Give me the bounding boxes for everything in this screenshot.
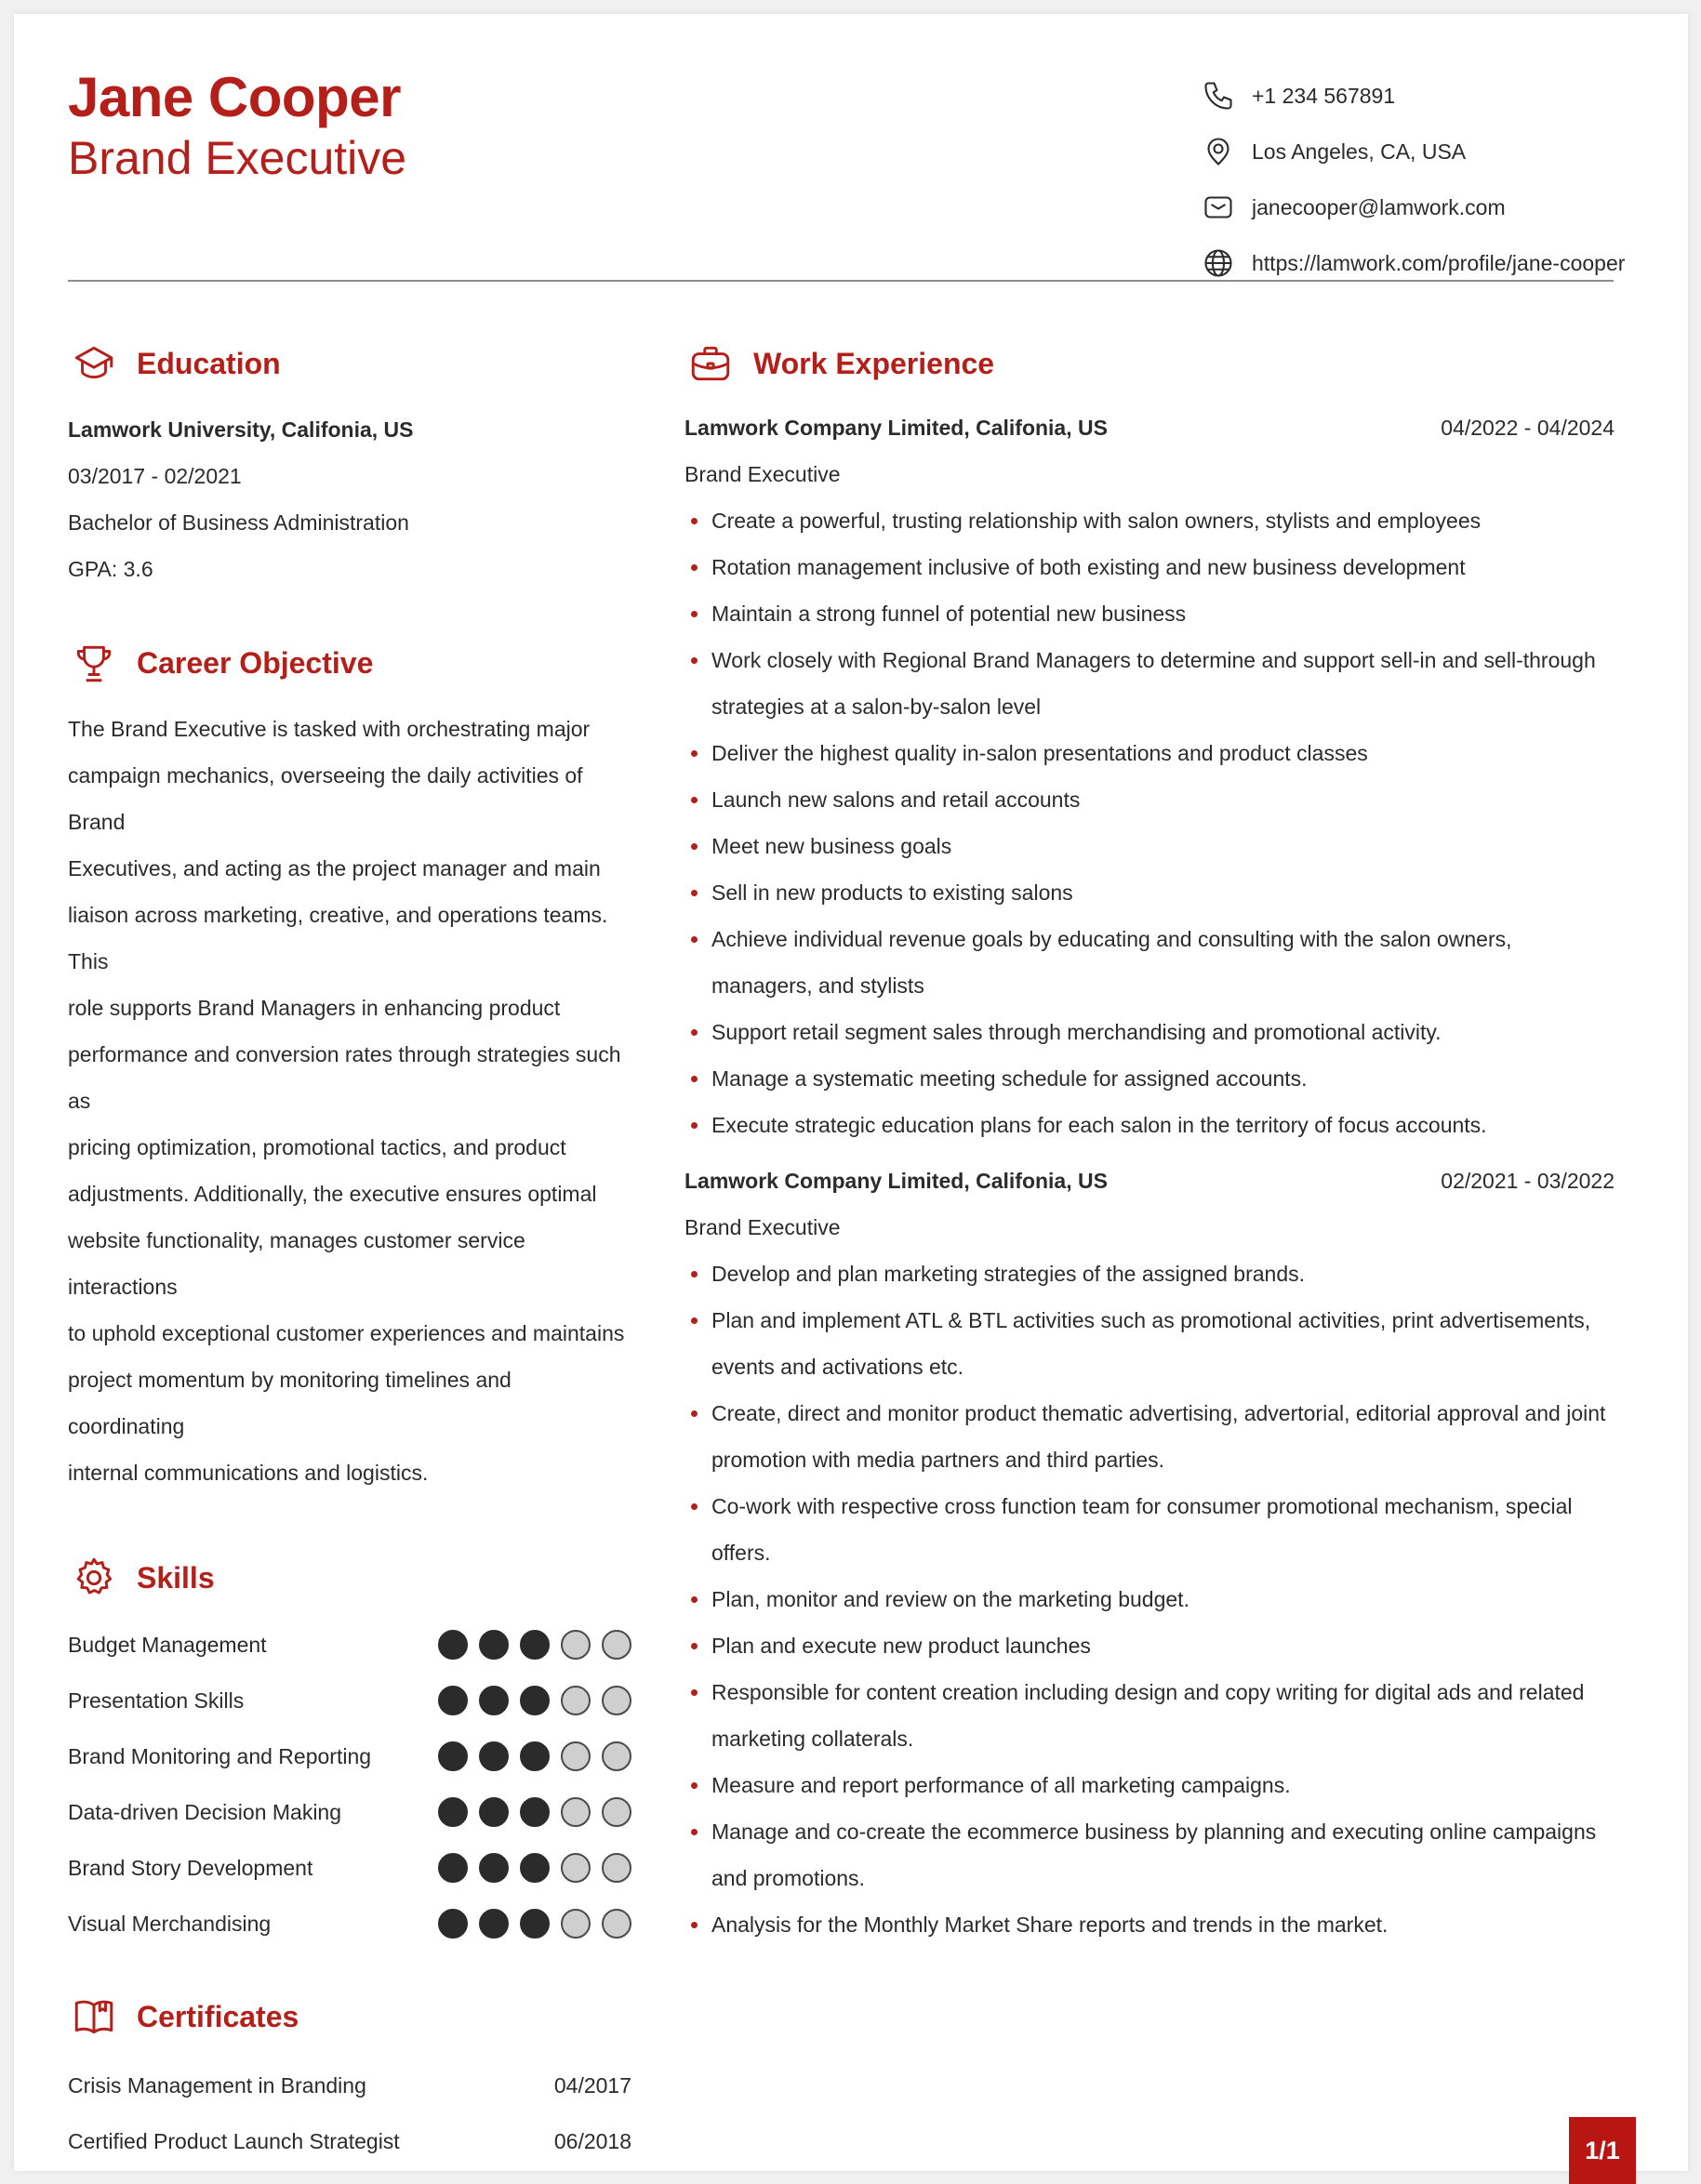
skill-rating <box>438 1741 631 1771</box>
objective-line: Executives, and acting as the project manager and main <box>68 856 601 880</box>
certificates-title: Certificates <box>137 1999 299 2033</box>
job-bullet: Develop and plan marketing strategies of the assigned brands. <box>684 1251 1615 1297</box>
skill-row <box>68 1617 637 1673</box>
contact-location <box>1200 124 1637 179</box>
contact-phone <box>1200 68 1637 124</box>
objective-line: project momentum by monitoring timelines and coordinating <box>68 1368 512 1438</box>
objective-line: website functionality, manages customer service interactions <box>68 1228 525 1299</box>
globe-icon <box>1200 245 1237 282</box>
objective-section <box>68 629 637 1496</box>
candidate-name: Jane Cooper <box>68 66 401 128</box>
skill-row <box>68 1896 637 1952</box>
rating-dot-filled <box>520 1686 550 1715</box>
rating-dot-empty <box>561 1909 591 1939</box>
trophy-icon <box>68 637 120 689</box>
rating-dot-filled <box>438 1686 468 1715</box>
job-bullet: Rotation management inclusive of both existing and new business development <box>684 544 1615 590</box>
rating-dot-empty <box>561 1630 591 1660</box>
objective-line: adjustments. Additionally, the executive ensures optimal <box>68 1182 597 1206</box>
objective-header <box>68 629 637 696</box>
contact-phone-text: +1 234 567891 <box>1252 83 1396 108</box>
certificate-row <box>68 2058 631 2113</box>
mail-icon <box>1200 189 1237 226</box>
skills-list <box>68 1617 637 1952</box>
work-title: Work Experience <box>753 346 995 380</box>
candidate-role: Brand Executive <box>68 132 407 184</box>
skill-rating <box>438 1853 631 1883</box>
rating-dot-filled <box>520 1797 550 1827</box>
job-entry <box>684 1158 1615 1948</box>
contact-location-text: Los Angeles, CA, USA <box>1252 139 1467 164</box>
rating-dot-empty <box>602 1741 631 1771</box>
work-list <box>684 404 1615 1948</box>
graduation-cap-icon <box>68 338 120 390</box>
gear-icon <box>68 1552 120 1604</box>
job-title: Brand Executive <box>684 462 841 486</box>
book-icon <box>68 1991 120 2043</box>
skill-name: Data-driven Decision Making <box>68 1799 342 1824</box>
education-header <box>68 330 637 397</box>
job-header <box>684 404 1615 451</box>
skills-title: Skills <box>137 1560 215 1595</box>
rating-dot-empty <box>561 1853 591 1883</box>
job-bullet: Support retail segment sales through merchandising and promotional activity. <box>684 1009 1615 1055</box>
skill-name: Presentation Skills <box>68 1688 245 1713</box>
contact-email[interactable] <box>1200 179 1637 235</box>
job-bullet: Measure and report performance of all marketing campaigns. <box>684 1762 1615 1808</box>
job-bullet: Analysis for the Monthly Market Share reports and trends in the market. <box>684 1901 1615 1948</box>
certificate-row <box>68 2113 631 2169</box>
right-column <box>684 330 1615 1948</box>
job-bullet: Launch new salons and retail accounts <box>684 776 1615 823</box>
rating-dot-empty <box>561 1797 591 1827</box>
objective-line: pricing optimization, promotional tactics, and product <box>68 1135 566 1159</box>
resume-page <box>14 14 1688 2171</box>
skill-name: Brand Monitoring and Reporting <box>68 1743 372 1768</box>
job-company: Lamwork Company Limited, Califonia, US <box>684 1168 1108 1193</box>
briefcase-icon <box>684 338 737 390</box>
contact-email-text[interactable]: janecooper@lamwork.com <box>1252 194 1506 219</box>
header-divider <box>68 280 1614 282</box>
rating-dot-filled <box>479 1630 509 1660</box>
job-bullet: Co-work with respective cross function team for consumer promotional mechanism, special offers. <box>684 1483 1615 1576</box>
job-bullet: Maintain a strong funnel of potential new business <box>684 590 1615 637</box>
rating-dot-filled <box>520 1909 550 1939</box>
skill-row <box>68 1728 637 1784</box>
rating-dot-filled <box>479 1741 509 1771</box>
certificates-list <box>68 2058 637 2169</box>
job-bullet: Create a powerful, trusting relationship with salon owners, stylists and employees <box>684 497 1615 544</box>
job-bullet: Plan and execute new product launches <box>684 1622 1615 1669</box>
objective-text <box>68 706 626 1496</box>
rating-dot-filled <box>479 1909 509 1939</box>
skills-section <box>68 1544 637 1952</box>
job-dates: 02/2021 - 03/2022 <box>1441 1168 1615 1193</box>
education-section <box>68 330 637 592</box>
job-bullets <box>684 1251 1615 1948</box>
certificate-name: Certified Product Launch Strategist <box>68 2128 400 2153</box>
rating-dot-empty <box>602 1909 631 1939</box>
contact-list <box>1200 68 1637 291</box>
objective-line: performance and conversion rates through strategies such as <box>68 1042 621 1113</box>
rating-dot-filled <box>438 1630 468 1660</box>
education-school: Lamwork University, Califonia, US <box>68 417 414 442</box>
location-pin-icon <box>1200 133 1237 170</box>
objective-title: Career Objective <box>137 645 374 680</box>
skill-rating <box>438 1909 631 1939</box>
skill-rating <box>438 1686 631 1715</box>
job-bullet: Meet new business goals <box>684 823 1615 869</box>
objective-line: liaison across marketing, creative, and operations teams. This <box>68 903 608 973</box>
page-indicator: 1/1 <box>1569 2117 1636 2184</box>
rating-dot-filled <box>438 1909 468 1939</box>
rating-dot-empty <box>561 1686 591 1715</box>
rating-dot-filled <box>520 1630 550 1660</box>
objective-line: The Brand Executive is tasked with orchestrating major <box>68 717 591 741</box>
job-bullet: Create, direct and monitor product thematic advertising, advertorial, editorial approval and joint promotion with media partners and third parties. <box>684 1390 1615 1483</box>
job-bullet: Work closely with Regional Brand Managers to determine and support sell-in and sell-through strategies at a salon-by-salon level <box>684 637 1615 730</box>
skills-header <box>68 1544 637 1611</box>
job-company: Lamwork Company Limited, Califonia, US <box>684 415 1108 440</box>
objective-line: to uphold exceptional customer experiences and maintains <box>68 1321 625 1345</box>
education-degree: Bachelor of Business Administration <box>68 510 409 535</box>
skill-name: Brand Story Development <box>68 1855 313 1880</box>
rating-dot-filled <box>479 1797 509 1827</box>
job-bullet: Manage and co-create the ecommerce business by planning and executing online campaigns and promotions. <box>684 1808 1615 1901</box>
skill-rating <box>438 1630 631 1660</box>
education-gpa: GPA: 3.6 <box>68 557 153 581</box>
objective-line: campaign mechanics, overseeing the daily activities of Brand <box>68 763 583 834</box>
rating-dot-filled <box>479 1853 509 1883</box>
left-column <box>68 330 637 2169</box>
job-bullet: Execute strategic education plans for each salon in the territory of focus accounts. <box>684 1102 1615 1148</box>
rating-dot-empty <box>561 1741 591 1771</box>
rating-dot-filled <box>479 1686 509 1715</box>
certificate-date: 06/2018 <box>553 2128 631 2153</box>
certificate-date: 04/2017 <box>553 2072 631 2098</box>
rating-dot-filled <box>438 1853 468 1883</box>
phone-icon <box>1200 77 1237 114</box>
contact-website-text[interactable]: https://lamwork.com/profile/jane-cooper <box>1252 250 1626 275</box>
certificate-name: Crisis Management in Branding <box>68 2072 366 2098</box>
rating-dot-filled <box>438 1797 468 1827</box>
job-bullet: Responsible for content creation including design and copy writing for digital ads and related marketing collaterals. <box>684 1669 1615 1762</box>
job-dates: 04/2022 - 04/2024 <box>1441 415 1615 440</box>
job-entry <box>684 404 1615 1148</box>
rating-dot-empty <box>602 1686 631 1715</box>
rating-dot-empty <box>602 1630 631 1660</box>
job-bullets <box>684 497 1615 1148</box>
job-bullet: Plan, monitor and review on the marketing budget. <box>684 1576 1615 1622</box>
education-title: Education <box>137 346 281 380</box>
skill-rating <box>438 1797 631 1827</box>
job-bullet: Achieve individual revenue goals by educating and consulting with the salon owners, managers, and stylists <box>684 916 1615 1009</box>
education-dates: 03/2017 - 02/2021 <box>68 464 242 488</box>
certificates-header <box>68 1983 637 2050</box>
contact-website[interactable] <box>1200 235 1637 291</box>
skill-row <box>68 1840 637 1896</box>
rating-dot-filled <box>520 1853 550 1883</box>
objective-line: role supports Brand Managers in enhancing product <box>68 996 561 1020</box>
rating-dot-filled <box>520 1741 550 1771</box>
job-bullet: Sell in new products to existing salons <box>684 869 1615 916</box>
rating-dot-empty <box>602 1797 631 1827</box>
job-title: Brand Executive <box>684 1215 841 1239</box>
certificates-section <box>68 1983 637 2169</box>
skill-row <box>68 1784 637 1840</box>
objective-line: internal communications and logistics. <box>68 1461 429 1485</box>
rating-dot-empty <box>602 1853 631 1883</box>
skill-name: Budget Management <box>68 1632 267 1657</box>
job-bullet: Manage a systematic meeting schedule for assigned accounts. <box>684 1055 1615 1102</box>
job-bullet: Plan and implement ATL & BTL activities such as promotional activities, print advertisements, events and activations etc. <box>684 1297 1615 1390</box>
job-header <box>684 1158 1615 1204</box>
rating-dot-filled <box>438 1741 468 1771</box>
work-header <box>684 330 1615 397</box>
skill-name: Visual Merchandising <box>68 1911 272 1936</box>
job-bullet: Deliver the highest quality in-salon presentations and product classes <box>684 730 1615 776</box>
skill-row <box>68 1673 637 1728</box>
